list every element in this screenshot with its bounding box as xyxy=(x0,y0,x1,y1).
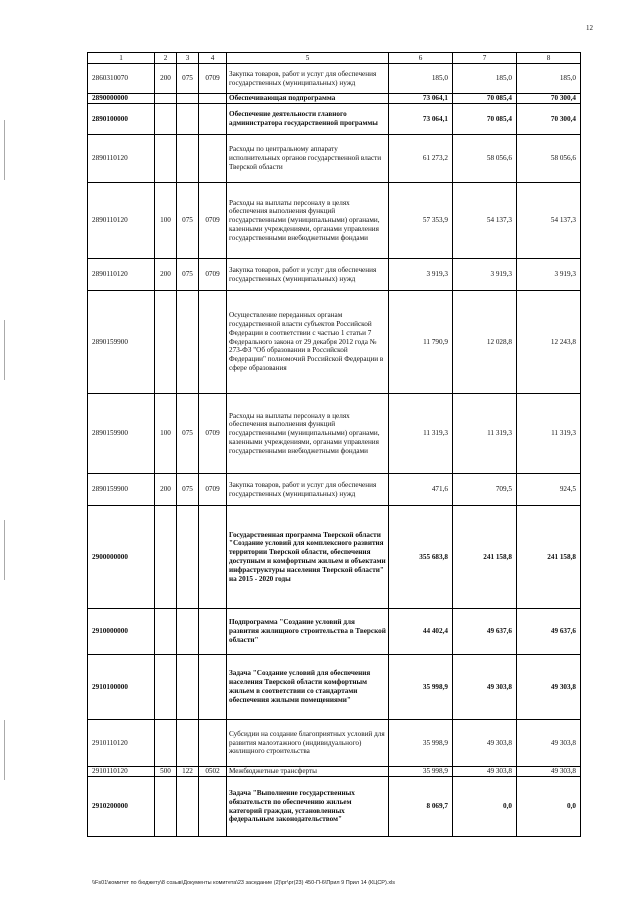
amount-year3-cell: 185,0 xyxy=(517,64,581,94)
amount-year1-cell: 11 319,3 xyxy=(389,394,453,474)
amount-year3-cell: 49 303,8 xyxy=(517,767,581,777)
section-code-cell xyxy=(199,609,227,655)
amount-year2-cell: 49 303,8 xyxy=(453,720,517,767)
amount-year2-cell: 54 137,3 xyxy=(453,183,517,259)
header-cell: 1 xyxy=(88,53,155,64)
table-row xyxy=(88,767,581,777)
amount-year2-cell: 70 085,4 xyxy=(453,94,517,104)
kcsr-code-cell: 2910110120 xyxy=(88,767,155,777)
ministry-code-cell xyxy=(177,94,199,104)
section-code-cell: 0709 xyxy=(199,474,227,506)
amount-year2-cell: 49 303,8 xyxy=(453,767,517,777)
amount-year3-cell: 58 056,6 xyxy=(517,135,581,183)
expense-type-cell: 500 xyxy=(155,767,177,777)
amount-year1-cell: 185,0 xyxy=(389,64,453,94)
amount-year1-cell: 73 064,1 xyxy=(389,104,453,135)
expense-type-cell xyxy=(155,506,177,609)
table-row xyxy=(88,506,581,609)
amount-year3-cell: 241 158,8 xyxy=(517,506,581,609)
table-row xyxy=(88,777,581,837)
amount-year2-cell: 12 028,8 xyxy=(453,291,517,394)
expense-type-cell xyxy=(155,720,177,767)
header-cell: 5 xyxy=(227,53,389,64)
table-row xyxy=(88,259,581,291)
amount-year1-cell: 8 069,7 xyxy=(389,777,453,837)
amount-year3-cell: 49 303,8 xyxy=(517,655,581,720)
amount-year3-cell: 49 303,8 xyxy=(517,720,581,767)
amount-year2-cell: 709,5 xyxy=(453,474,517,506)
section-code-cell: 0709 xyxy=(199,259,227,291)
ministry-code-cell xyxy=(177,777,199,837)
amount-year3-cell: 12 243,8 xyxy=(517,291,581,394)
section-code-cell: 0709 xyxy=(199,394,227,474)
table-header-row xyxy=(88,53,581,64)
ministry-code-cell: 075 xyxy=(177,183,199,259)
header-cell: 4 xyxy=(199,53,227,64)
kcsr-code-cell: 2890110120 xyxy=(88,135,155,183)
ministry-code-cell xyxy=(177,720,199,767)
expense-type-cell xyxy=(155,655,177,720)
amount-year1-cell: 355 683,8 xyxy=(389,506,453,609)
kcsr-code-cell: 2860310070 xyxy=(88,64,155,94)
description-cell: Межбюджетные трансферты xyxy=(227,767,389,777)
section-code-cell xyxy=(199,777,227,837)
kcsr-code-cell: 2890100000 xyxy=(88,104,155,135)
section-code-cell: 0502 xyxy=(199,767,227,777)
table-row xyxy=(88,394,581,474)
amount-year1-cell: 35 998,9 xyxy=(389,720,453,767)
amount-year1-cell: 57 353,9 xyxy=(389,183,453,259)
amount-year2-cell: 0,0 xyxy=(453,777,517,837)
amount-year1-cell: 61 273,2 xyxy=(389,135,453,183)
ministry-code-cell: 075 xyxy=(177,259,199,291)
amount-year2-cell: 11 319,3 xyxy=(453,394,517,474)
expense-type-cell: 200 xyxy=(155,259,177,291)
section-code-cell xyxy=(199,506,227,609)
description-cell: Закупка товаров, работ и услуг для обеспечения государственных (муниципальных) нужд xyxy=(227,474,389,506)
amount-year1-cell: 73 064,1 xyxy=(389,94,453,104)
amount-year2-cell: 49 303,8 xyxy=(453,655,517,720)
expense-type-cell: 200 xyxy=(155,474,177,506)
ministry-code-cell xyxy=(177,104,199,135)
amount-year3-cell: 3 919,3 xyxy=(517,259,581,291)
budget-table xyxy=(87,52,581,837)
kcsr-code-cell: 2910110120 xyxy=(88,720,155,767)
expense-type-cell: 100 xyxy=(155,183,177,259)
amount-year3-cell: 70 300,4 xyxy=(517,104,581,135)
table-row xyxy=(88,64,581,94)
amount-year1-cell: 44 402,4 xyxy=(389,609,453,655)
amount-year1-cell: 35 998,9 xyxy=(389,655,453,720)
ministry-code-cell xyxy=(177,135,199,183)
kcsr-code-cell: 2890159900 xyxy=(88,291,155,394)
ministry-code-cell: 075 xyxy=(177,64,199,94)
section-code-cell: 0709 xyxy=(199,64,227,94)
description-cell: Задача "Выполнение государственных обязательств по обеспечению жильем категорий граждан, установленных федеральным законодательством" xyxy=(227,777,389,837)
table-row xyxy=(88,720,581,767)
amount-year2-cell: 70 085,4 xyxy=(453,104,517,135)
amount-year3-cell: 0,0 xyxy=(517,777,581,837)
table-row xyxy=(88,655,581,720)
description-cell: Обеспечение деятельности главного администратора государственной программы xyxy=(227,104,389,135)
section-code-cell xyxy=(199,94,227,104)
description-cell: Задача "Создание условий для обеспечения населения Тверской области комфортным жильем в соответствии со стандартами обеспечения жилыми помещениями" xyxy=(227,655,389,720)
amount-year3-cell: 11 319,3 xyxy=(517,394,581,474)
file-path-footer: \\Fs01\комитет по бюджету\8 созыв\Документы комитета\23 заседание (2)\рг\рг(23) 450-П-6\Прил 9 Прил 14 (КЦСР).xls xyxy=(92,880,396,886)
expense-type-cell xyxy=(155,135,177,183)
amount-year1-cell: 35 998,9 xyxy=(389,767,453,777)
ministry-code-cell xyxy=(177,291,199,394)
table-row xyxy=(88,183,581,259)
description-cell: Закупка товаров, работ и услуг для обеспечения государственных (муниципальных) нужд xyxy=(227,64,389,94)
table-row xyxy=(88,291,581,394)
ministry-code-cell: 075 xyxy=(177,394,199,474)
kcsr-code-cell: 2890110120 xyxy=(88,259,155,291)
ministry-code-cell xyxy=(177,609,199,655)
description-cell: Обеспечивающая подпрограмма xyxy=(227,94,389,104)
description-cell: Осуществление переданных органам государственной власти субъектов Российской Федерации в соответствии с частью 1 статьи 7 Федерального закона от 29 декабря 2012 года № 273-ФЗ "Об образовании в Российской Федерации" полномочий Российской Федерации в сфере образования xyxy=(227,291,389,394)
amount-year1-cell: 471,6 xyxy=(389,474,453,506)
amount-year2-cell: 58 056,6 xyxy=(453,135,517,183)
header-cell: 8 xyxy=(517,53,581,64)
table-row xyxy=(88,474,581,506)
budget-table-body xyxy=(88,53,581,837)
header-cell: 2 xyxy=(155,53,177,64)
table-row xyxy=(88,135,581,183)
kcsr-code-cell: 2910000000 xyxy=(88,609,155,655)
page-number: 12 xyxy=(586,24,593,32)
table-row xyxy=(88,609,581,655)
amount-year2-cell: 185,0 xyxy=(453,64,517,94)
section-code-cell: 0709 xyxy=(199,183,227,259)
description-cell: Расходы по центральному аппарату исполнительных органов государственной власти Тверской области xyxy=(227,135,389,183)
amount-year1-cell: 11 790,9 xyxy=(389,291,453,394)
kcsr-code-cell: 2890159900 xyxy=(88,474,155,506)
section-code-cell xyxy=(199,720,227,767)
expense-type-cell xyxy=(155,777,177,837)
kcsr-code-cell: 2900000000 xyxy=(88,506,155,609)
scan-margin-mark xyxy=(4,720,5,780)
section-code-cell xyxy=(199,104,227,135)
expense-type-cell xyxy=(155,94,177,104)
ministry-code-cell xyxy=(177,506,199,609)
amount-year3-cell: 49 637,6 xyxy=(517,609,581,655)
amount-year2-cell: 49 637,6 xyxy=(453,609,517,655)
kcsr-code-cell: 2890110120 xyxy=(88,183,155,259)
amount-year3-cell: 54 137,3 xyxy=(517,183,581,259)
description-cell: Подпрограмма "Создание условий для развития жилищного строительства в Тверской области" xyxy=(227,609,389,655)
amount-year1-cell: 3 919,3 xyxy=(389,259,453,291)
amount-year2-cell: 3 919,3 xyxy=(453,259,517,291)
expense-type-cell: 100 xyxy=(155,394,177,474)
kcsr-code-cell: 2910200000 xyxy=(88,777,155,837)
section-code-cell xyxy=(199,655,227,720)
expense-type-cell xyxy=(155,104,177,135)
section-code-cell xyxy=(199,135,227,183)
amount-year2-cell: 241 158,8 xyxy=(453,506,517,609)
description-cell: Государственная программа Тверской области "Создание условий для комплексного развития территории Тверской области, обеспечения доступным и комфортным жильем и объектами инфраструктуры населения Тверской области" на 2015 - 2020 годы xyxy=(227,506,389,609)
ministry-code-cell: 075 xyxy=(177,474,199,506)
table-row xyxy=(88,94,581,104)
expense-type-cell xyxy=(155,291,177,394)
amount-year3-cell: 924,5 xyxy=(517,474,581,506)
header-cell: 6 xyxy=(389,53,453,64)
header-cell: 3 xyxy=(177,53,199,64)
ministry-code-cell xyxy=(177,655,199,720)
description-cell: Расходы на выплаты персоналу в целях обеспечения выполнения функций государственными (муниципальными) органами, казенными учреждениями, органами управления государственными внебюджетными фондами xyxy=(227,183,389,259)
description-cell: Закупка товаров, работ и услуг для обеспечения государственных (муниципальных) нужд xyxy=(227,259,389,291)
kcsr-code-cell: 2890000000 xyxy=(88,94,155,104)
scan-margin-mark xyxy=(4,520,5,580)
expense-type-cell: 200 xyxy=(155,64,177,94)
description-cell: Субсидии на создание благоприятных условий для развития малоэтажного (индивидуального) жилищного строительства xyxy=(227,720,389,767)
section-code-cell xyxy=(199,291,227,394)
table-row xyxy=(88,104,581,135)
expense-type-cell xyxy=(155,609,177,655)
amount-year3-cell: 70 300,4 xyxy=(517,94,581,104)
kcsr-code-cell: 2910100000 xyxy=(88,655,155,720)
header-cell: 7 xyxy=(453,53,517,64)
ministry-code-cell: 122 xyxy=(177,767,199,777)
kcsr-code-cell: 2890159900 xyxy=(88,394,155,474)
scan-margin-mark xyxy=(4,120,5,180)
scan-margin-mark xyxy=(4,320,5,380)
description-cell: Расходы на выплаты персоналу в целях обеспечения выполнения функций государственными (муниципальными) органами, казенными учреждениями, органами управления государственными внебюджетными фондами xyxy=(227,394,389,474)
